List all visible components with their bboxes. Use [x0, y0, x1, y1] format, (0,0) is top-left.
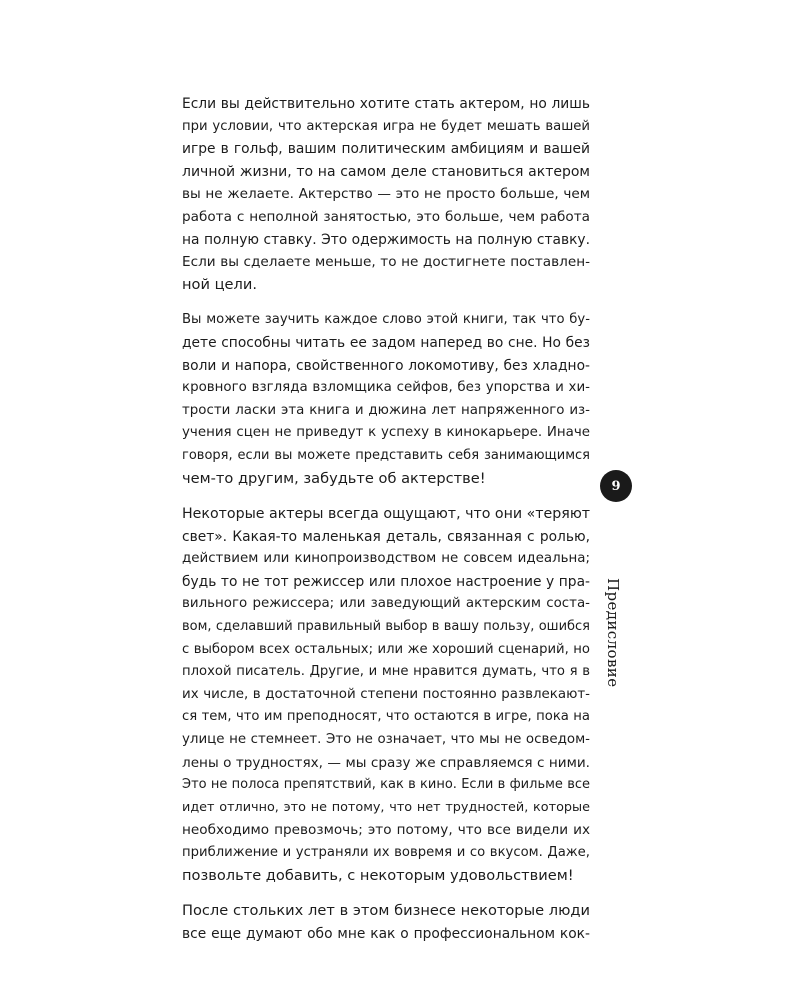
page-number: 9	[600, 470, 632, 502]
text-line: их числе, в достаточной степени постоянно развлекают-	[182, 686, 590, 702]
text-line: идет отлично, это не потому, что нет трудностей, которые	[182, 799, 590, 815]
text-line: свет». Какая-то маленькая деталь, связанная с ролью,	[182, 528, 590, 545]
text-line: Если вы сделаете меньше, то не достигнете поставлен-	[182, 254, 590, 271]
text-line: позвольте добавить, с некоторым удовольствием!	[182, 866, 574, 884]
text-line: ся тем, что им преподносят, что остаются в игре, пока на	[182, 709, 590, 725]
text-line: работа с неполной занятостью, это больше, чем работа	[182, 208, 590, 225]
text-line: плохой писатель. Другие, и мне нравится думать, что я в	[182, 664, 590, 680]
text-line: при условии, что актерская игра не будет мешать вашей	[182, 118, 590, 134]
text-line: кровного взгляда взломщика сейфов, без упорства и хи-	[182, 380, 590, 396]
text-line: ной цели.	[182, 275, 257, 293]
text-line: говоря, если вы можете представить себя занимающимся	[182, 447, 590, 463]
paragraph-2	[182, 309, 590, 490]
paragraph-3	[182, 503, 590, 887]
text-line: После стольких лет в этом бизнесе некоторые люди	[182, 902, 590, 920]
text-line: действием или кинопроизводством не совсем идеальна;	[182, 551, 590, 567]
text-line: на полную ставку. Это одержимость на полную ставку.	[182, 231, 590, 248]
text-line: Вы можете заучить каждое слово этой книги, так что бу-	[182, 312, 590, 328]
text-line: вильного режиссера; или заведующий актерским соста-	[182, 596, 590, 612]
text-line: трости ласки эта книга и дюжина лет напряженного из-	[182, 402, 590, 418]
paragraph-4	[182, 900, 590, 945]
text-line: воли и напора, свойственного локомотиву, без хладно-	[182, 357, 590, 374]
text-line: Если вы действительно хотите стать актером, но лишь	[182, 96, 590, 112]
text-line: Некоторые актеры всегда ощущают, что они «теряют	[182, 506, 591, 523]
text-line: лены о трудностях, — мы сразу же справляемся с ними.	[182, 754, 590, 771]
text-line: вом, сделавший правильный выбор в вашу пользу, ошибся	[182, 619, 590, 635]
text-line: Это не полоса препятствий, как в кино. Если в фильме все	[182, 777, 590, 793]
text-line: дете способны читать ее задом наперед во сне. Но без	[182, 334, 590, 351]
text-line: все еще думают обо мне как о профессиональном кок-	[182, 925, 590, 942]
text-line: вы не желаете. Актерство — это не просто больше, чем	[182, 186, 590, 203]
text-line: учения сцен не приведут к успеху в кинокарьере. Иначе	[182, 425, 590, 441]
text-line: личной жизни, то на самом деле становиться актером	[182, 163, 590, 180]
text-line: будь то не тот режиссер или плохое настроение у пра-	[182, 573, 590, 590]
text-line: чем-то другим, забудьте об актерстве!	[182, 469, 486, 487]
running-head: Предисловие	[604, 578, 622, 688]
paragraph-1	[182, 93, 590, 296]
text-line: приближение и устраняли их вовремя и со вкусом. Даже,	[182, 845, 590, 860]
text-line: с выбором всех остальных; или же хороший сценарий, но	[182, 641, 590, 657]
text-line: игре в гольф, вашим политическим амбициям и вашей	[182, 141, 590, 158]
text-line: необходимо превозмочь; это потому, что все видели их	[182, 822, 590, 839]
body-text	[182, 93, 590, 958]
text-line: улице не стемнеет. Это не означает, что мы не осведом-	[182, 732, 590, 748]
